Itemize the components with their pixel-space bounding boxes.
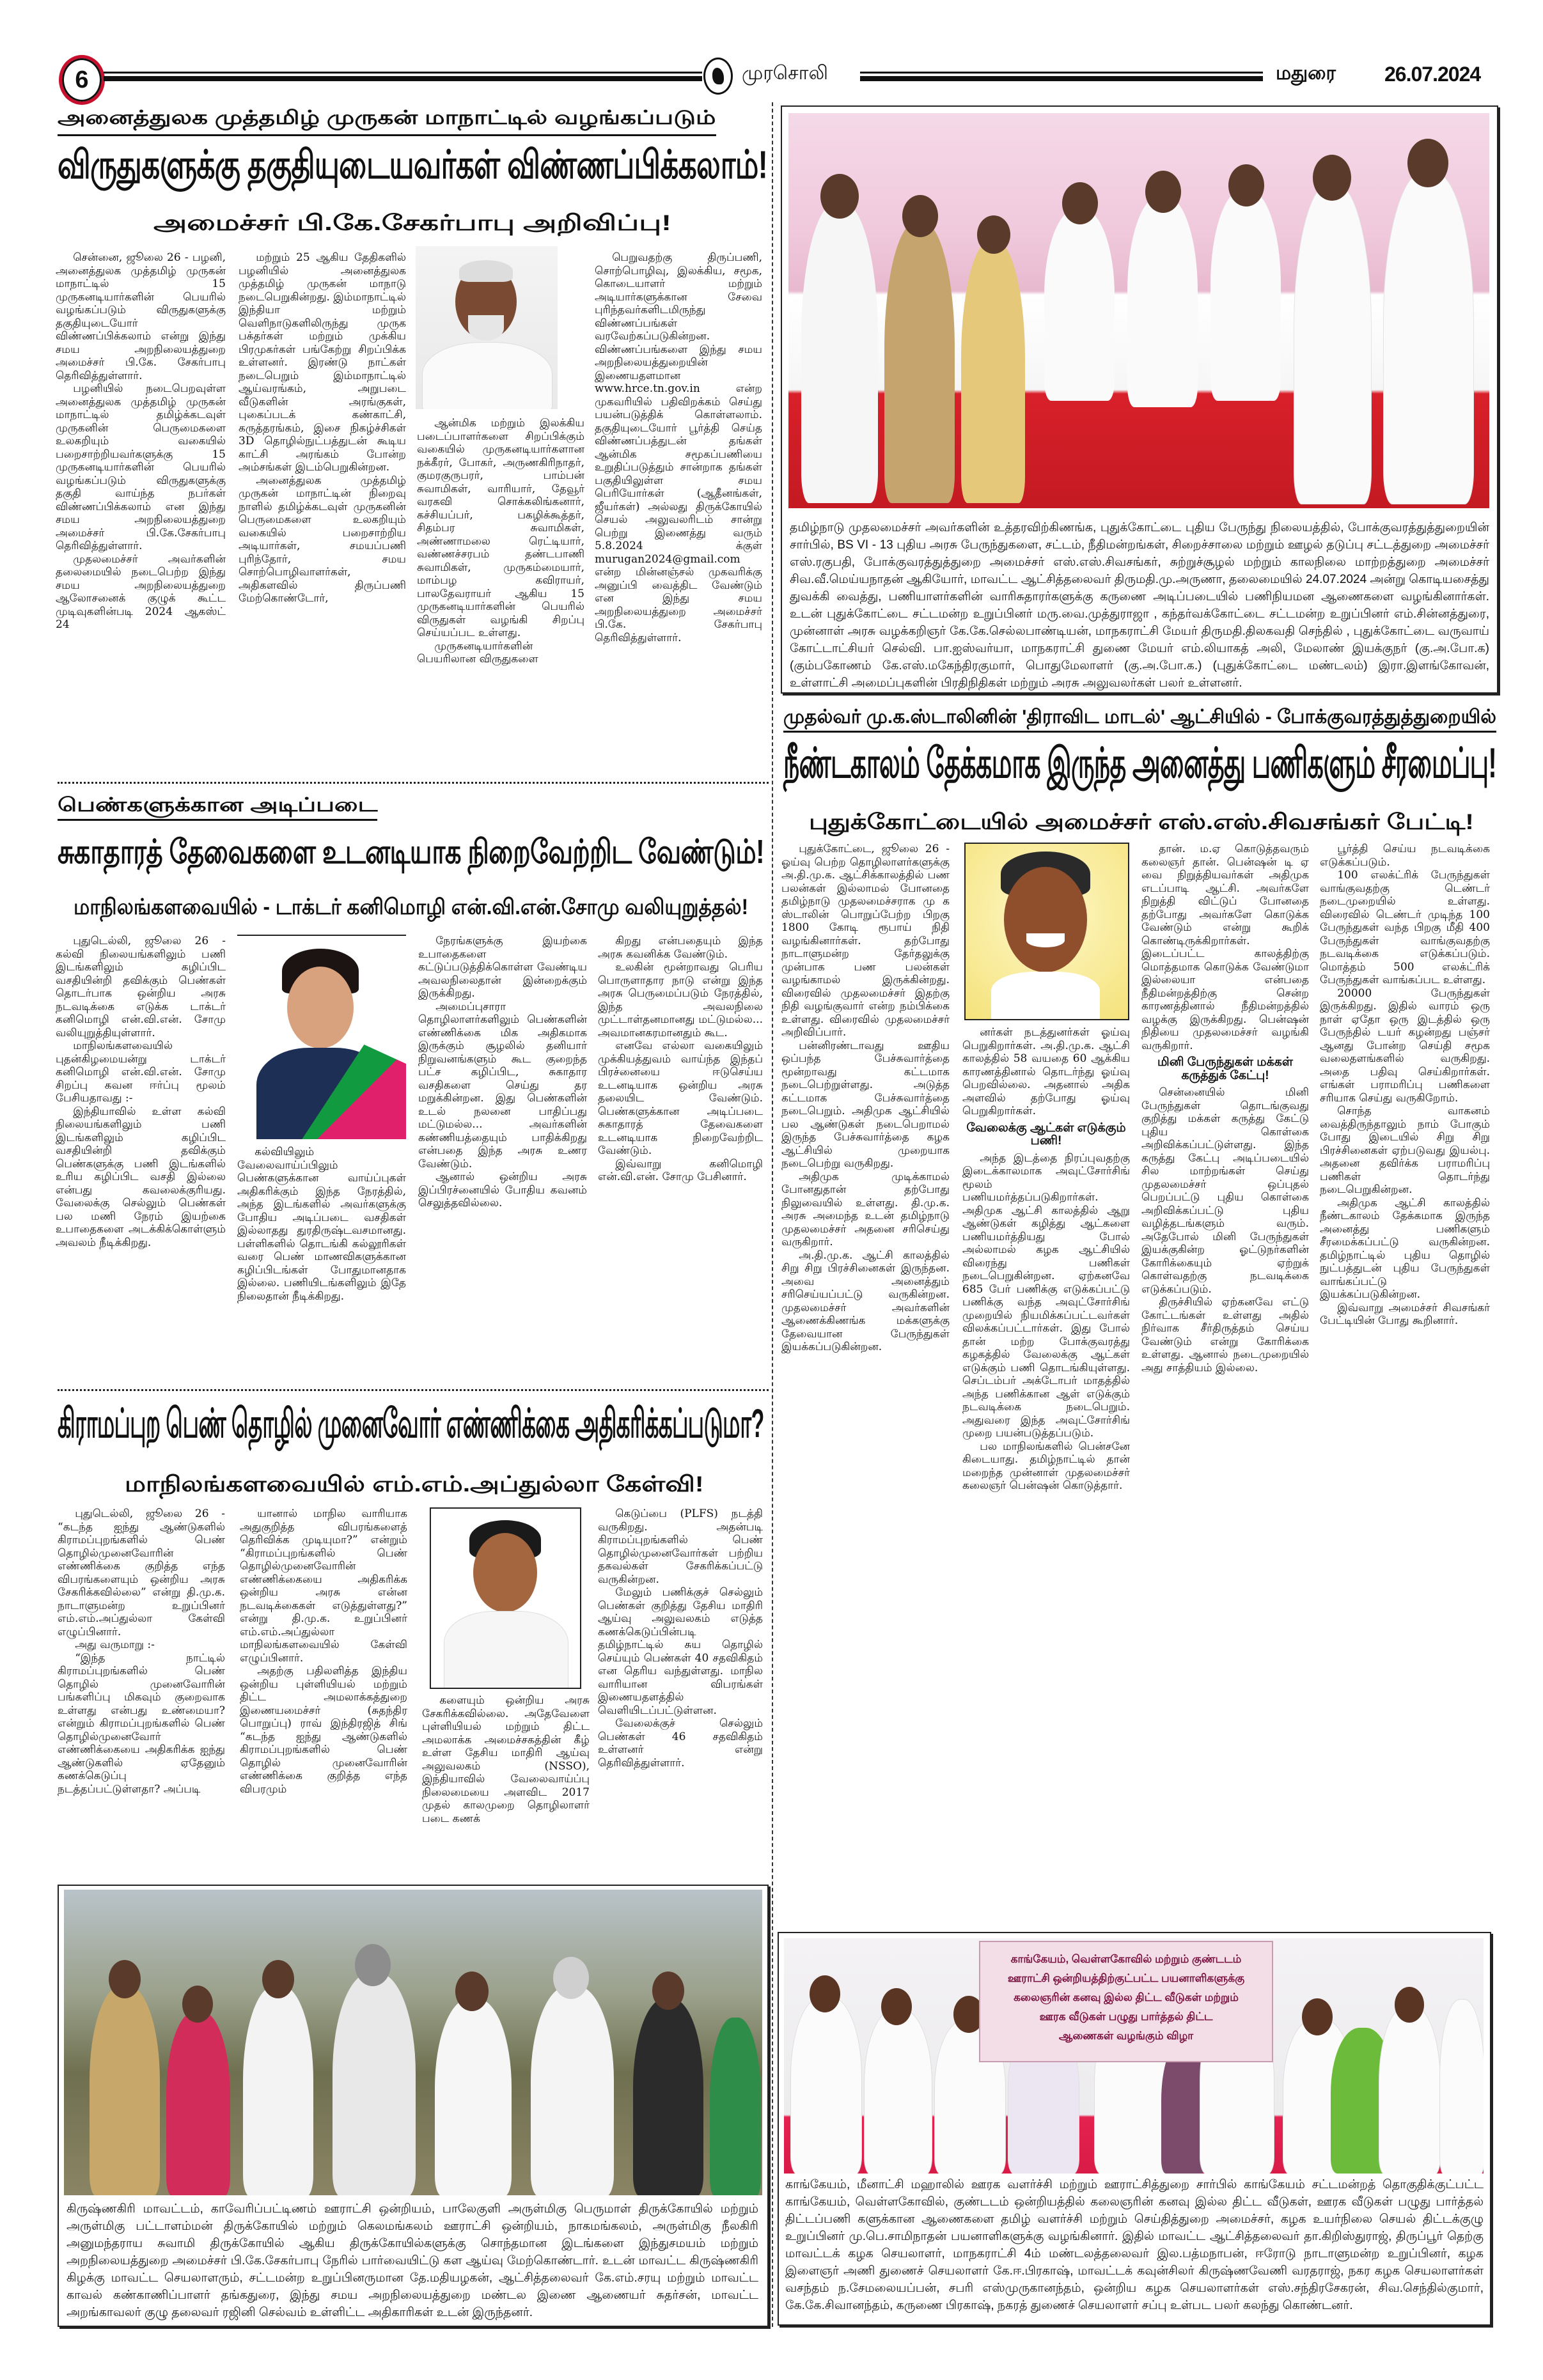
photo-box-krishnagiri-inspection: [58, 1885, 769, 2327]
subhead: [125, 1472, 704, 1500]
section-divider: [58, 1389, 769, 1391]
article-column: [598, 935, 763, 1376]
headline-text: சுகாதாரத் தேவைகளை உடனடியாக நிறைவேற்றிட வேண்டும்!: [58, 832, 764, 871]
paragraph: எனவே எல்லா வகையிலும் முக்கியத்துவம் வாய்ந்த இந்தப் பிரச்னையை ஈடுசெய்ய உடனடியாக ஒன்றிய அரசு தலையிட வேண்டும். பெண்களுக்கான அடிப்படை சுகாதாரத் தேவைகளை உடனடியாக நிறைவேற்றிட வேண்டும்.: [598, 1039, 763, 1157]
edition-name: மதுரை: [1276, 63, 1336, 84]
kicker-text: பெண்களுக்கான அடிப்படை: [58, 795, 378, 816]
article-column: [422, 1694, 590, 1872]
article-column: [598, 1507, 763, 1872]
paragraph: ஆனால் ஒன்றிய அரசு இப்பிரச்னையில் போதிய கவனம் செலுத்தவில்லை.: [418, 1171, 587, 1209]
article-column: [417, 417, 584, 763]
kicker-underline: [58, 134, 716, 136]
issue-date: 26.07.2024: [1384, 63, 1481, 86]
article-column: [239, 251, 406, 763]
paragraph: முதலமைச்சர் அவர்களின் தலைமையில் நடைபெற்ற இந்து சமய அறநிலையத்துறை ஆலோசனைக் குழுக் கூட்ட முடிவுகளின்படி 2024 ஆகஸ்ட் 24: [56, 552, 226, 631]
paper-name: முரசொலி: [742, 63, 828, 84]
paragraph: பழனியில் நடைபெறவுள்ள அனைத்துலக முத்தமிழ் முருகன் மாநாட்டில் தமிழ்க்கடவுள் முருகனின் பெருமைகளை உலகறியும் வகையில் பறைசாற்றியவர்களுக்கு 15 முருகனடியார்களின் பெயரில் வழங்கப்படும் விருதுகளுக்கு தகுதி வாய்ந்த நபர்கள் விண்ணப்பிக்கலாம் என இந்து சமய அறநிலையத்துறை அமைச்சர் பி.கே.சேகர்பாபு தெரிவித்துள்ளார்.: [56, 382, 226, 552]
subhead-text: மாநிலங்களவையில் - டாக்டர் கனிமொழி என்.வி.என்.சோமு வலியுறுத்தல்!: [74, 895, 749, 919]
banner-line: ஊரக வீடுகள் பழுது பார்த்தல் திட்ட: [1039, 2011, 1213, 2023]
paragraph: கல்வியிலும் வேலைவாய்ப்பிலும் பெண்களுக்கான வாய்ப்புகள் அதிகரிக்கும் இந்த நேரத்தில், அந்த இடங்களில் அவர்களுக்கு போதிய அடிப்படை வசதிகள் இல்லாதது துரதிருஷ்டவசமானது. பள்ளிகளில் தொடங்கி கல்லூரிகள் வரை பெண் மாணவிகளுக்கான கழிப்பிடங்கள் போதுமானதாக இல்லை. பணியிடங்களிலும் இதே நிலைதான் நீடிக்கிறது.: [237, 1146, 406, 1303]
paragraph: அந்த இடத்தை நிரப்புவதற்கு இடைக்காலமாக அவுட்சோர்சிங் மூலம் பணியமர்த்தப்படுகிறார்கள். அதிமுக ஆட்சி காலத்தில் ஆறு ஆண்டுகள் கழித்து ஆட்களை பணியமர்த்தியது போல் அல்லாமல் கழக ஆட்சியில் விரைந்து பணிகள் நடைபெறுகின்றன. ஏற்கனவே 685 பேர் பணிக்கு எடுக்கப்பட்டு பணிக்கு வந்த அவுட்சோர்சிங் முறையில் நியமிக்கப்பட்டவர்கள் விலக்கப்பட்டார்கள். இது போல் தான் மற்ற போக்குவரத்து கழகத்தில் வேலைக்கு ஆட்கள் எடுக்கும் பணி தொடங்கியுள்ளது. செப்டம்பர் அக்டோபர் மாதத்தில் அந்த பணிக்கான ஆள் எடுக்கும் நடவடிக்கை நடைபெறும். அதுவரை இந்த அவுட்சோர்சிங் முறை பயன்படுத்தப்படும்.: [962, 1151, 1130, 1440]
paragraph: பல மாநிலங்களில் பென்சனே கிடையாது. தமிழ்நாட்டில் தான் மறைந்த முன்னாள் முதலமைச்சர் கலைஞர் பென்ஷன் கொடுத்தார்.: [962, 1440, 1130, 1492]
banner-line: காங்கேயம், வெள்ளகோவில் மற்றும் குண்டடம்: [1010, 1953, 1242, 1965]
pudukkottai-bus-launch-photo: [788, 113, 1489, 508]
page-number: 6: [75, 66, 89, 93]
kicker: [58, 795, 378, 819]
murasoli-logo-icon: [703, 58, 733, 95]
article-column: [781, 843, 950, 1920]
paragraph: அதிமுக முடிக்காமல் போனதுதான் தற்போது நிலுவையில் உள்ளது. தி.மு.க. அரசு அமைந்த உடன் தமிழ்நாடு முதலமைச்சர் அதனை சரிசெய்து வருகிறார்.: [781, 1170, 950, 1248]
paragraph: இவ்வாறு அமைச்சர் சிவசங்கர் பேட்டியின் போது கூறினார்.: [1320, 1301, 1490, 1327]
minister-sivasankar-portrait: [964, 843, 1129, 1020]
article-column: [56, 251, 226, 763]
paragraph: புதுடெல்லி, ஜூலை 26 - கல்வி நிலையங்களிலும் பணி இடங்களிலும் கழிப்பிட வசதியின்றி தவிக்கும் பெண்கள் தொடர்பாக ஒன்றிய அரசு நடவடிக்கை எடுக்க டாக்டர் கனிமொழி என்.வி.என். சோமு வலியுறுத்தியுள்ளார்.: [56, 935, 226, 1039]
banner-line: ஊராட்சி ஒன்றியத்திற்குட்பட்ட பயனாளிகளுக்கு: [1007, 1972, 1245, 1984]
paragraph: திருச்சியில் ஏற்கனவே எட்டு கோட்டங்கள் உள்ளது அதில் நிர்வாக சீர்திருத்தம் செய்ய வேண்டும் என்று கோரிக்கை உள்ளது. ஆனால் நடைமுறையில் அது சாத்தியம் இல்லை.: [1141, 1296, 1309, 1374]
kicker-text: அனைத்துலக முத்தமிழ் முருகன் மாநாட்டில் வழங்கப்படும்: [58, 107, 716, 128]
banner-line: ஆணைகள் வழங்கும் விழா: [1058, 2030, 1194, 2042]
photo-caption: காங்கேயம், மீனாட்சி மஹாலில் ஊரக வளர்ச்சி மற்றும் ஊராட்சித்துறை சார்பில் காங்கேயம் சட்டமன்றத் தொகுதிக்குட்பட்ட காங்கேயம், வெள்ளகோவில், குண்டடம் ஒன்றியத்தில் கலைஞரின் கனவு இல்ல திட்ட வீடுகள், ஊரக வீடுகள் பழுது பார்த்தல் திட்டப்பணி களுக்கான ஆணைகளை தமிழ் வளர்ச்சி மற்றும் செய்தித்துறை அமைச்சர், கழக உயர்நிலை செயல் திட்டக்குழு உறுப்பினர் மு.பெ.சாமிநாதன் பயனாளிகளுக்கு வழங்கினார். இதில் மாவட்ட ஆட்சித்தலைவர் தா.கிறிஸ்துராஜ், திருப்பூர் தெற்கு மாவட்டக் கழக செயலாளர், மாநகராட்சி 4ம் மண்டலத்தலைவர் இல.பத்மநாபன், ஈரோடு நாடாளுமன்ற உறுப்பினர், கழக இளைஞர் அணி துணைச் செயலாளர் கே.ஈ.பிரகாஷ், மாவட்டக் கவுன்சிலர் கிருஷ்ணவேணி வரதராஜ், நகர கழக செயலாளர்கள் வசந்தம் ந.சேமலையப்பன், சபரி எஸ்முருகானந்தம், ஒன்றிய கழக செயலாளர்கள் எஸ்.சந்திரசேகரன், சிவ.செந்தில்குமார், கே.கே.சிவானந்தம், கருணை பிரகாஷ், நகரத் துணைச் செயலாளர் சப்பு உள்பட பலர் கலந்து கொண்டனர்.: [785, 2178, 1484, 2312]
paragraph: அமைப்புசாரா தொழிலாளர்களிலும் பெண்களின் எண்ணிக்கை மிக அதிகமாக இருக்கும் சூழலில் தனியார் நிறுவனங்களும் கூட குறைந்த பட்ச கழிப்பிட, சுகாதார வசதிகளை செய்து தர மறுக்கின்றன. இது பெண்களின் உடல் நலனை பாதிப்பது மட்டுமல்ல... அவர்களின் கண்ணியத்தையும் பாதிக்கிறது என்பதை இந்த அரசு உணர வேண்டும்.: [418, 1000, 587, 1171]
paragraph: உலகின் மூன்றாவது பெரிய பொருளாதார நாடு என்று இந்த அரசு பெருமைப்படும் நேரத்தில், இந்த அவலநிலை முட்டாள்தனமானது மட்டுமல்ல... அவமானகரமானதும் கூட.: [598, 961, 763, 1039]
paragraph: அனைத்துலக முத்தமிழ் முருகன் மாநாட்டின் நிறைவு நாளில் தமிழ்க்கடவுள் முருகனின் பெருமைகளை உலகறியும் வகையில் பறைசாற்றிய அடியார்கள், சமயப்பணி புரிந்தோர், சமய சொற்பொழிவாளர்கள், அதிகளவில் திருப்பணி மேற்கொண்டோர்,: [239, 474, 406, 605]
paragraph: சொந்த வாகனம் வைத்திருந்தாலும் நாம் போகும் போது இடையில் சிறு சிறு பிரச்சினைகள் ஏற்படுவது இயல்பு. அதனை தவிர்க்க பராமரிப்பு பணிகள் தொடர்ந்து நடைபெறுகின்றன.: [1320, 1105, 1490, 1196]
headline-text: கிராமப்புற பெண் தொழில் முனைவோர் எண்ணிக்கை அதிகரிக்கப்படுமா?: [58, 1400, 764, 1446]
photo-box-pudukkottai-buses: [781, 105, 1498, 694]
paragraph: அதிமுக ஆட்சி காலத்தில் நீண்டகாலம் தேக்கமாக இருந்த அனைத்து பணிகளும் சீரமைக்கப்பட்டு வருகின்றன. தமிழ்நாட்டில் புதிய தொழில் நுட்பத்துடன் புதிய பேருந்துகள் வாங்கப்பட்டு இயக்கப்படுகின்றன.: [1320, 1196, 1490, 1301]
paragraph: முருகனடியார்களின் பெயரிலான விருதுகளை: [417, 639, 538, 665]
paragraph: இவ்வாறு கனிமொழி என்.வி.என். சோமு பேசினார்.: [598, 1157, 763, 1183]
kicker: [783, 706, 1500, 731]
section-subheading: வேலைக்கு ஆட்கள் எடுக்கும் பணி!: [966, 1121, 1126, 1147]
paragraph: மேலும் பணிக்குச் செல்லும் பெண்கள் குறித்து தேசிய மாதிரி ஆய்வு அலுவலகம் எடுத்த கணக்கெடுப்பின்படி தமிழ்நாட்டில் சுய தொழில் செய்யும் பெண்கள் 40 சதவிகிதம் என தெரிய வந்துள்ளது. மாநில வாரியான விபரங்கள் இணையதளத்தில் வெளியிடப்பட்டுள்ளன.: [598, 1586, 763, 1717]
subhead: [74, 895, 804, 922]
banner-line: கலைஞரின் கனவு இல்ல திட்ட வீடுகள் மற்றும்: [1014, 1991, 1239, 2003]
section-subheading: மினி பேருந்துகள் மக்கள் கருத்துக் கேட்பு!: [1157, 1055, 1293, 1082]
article-column: [418, 935, 587, 1376]
paragraph: பூர்த்தி செய்ய நடவடிக்கை எடுக்கப்படும்.: [1320, 843, 1490, 869]
minister-sekarbabu-portrait: [416, 246, 558, 409]
paragraph: மாநிலங்களவையில் புதன்கிழமையன்று டாக்டர் கனிமொழி என்.வி.என். சோமு சிறப்பு கவன ஈர்ப்பு மூலம் பேசியதாவது :-: [56, 1039, 226, 1105]
headline-text: விருதுகளுக்கு தகுதியுடையவர்கள் விண்ணப்பிக்கலாம்!: [58, 142, 768, 187]
column-divider: [772, 102, 773, 2327]
paragraph: அது வருமாறு :-: [75, 1638, 155, 1651]
kicker-underline: [58, 819, 377, 821]
article-column: [58, 1507, 225, 1872]
paragraph: பெறுவதற்கு திருப்பணி, சொற்பொழிவு, இலக்கிய, சமூக, கொடையாளர் மற்றும் அடியார்களுக்கான சேவை புரிந்தவர்களிடமிருந்து விண்ணப்பங்கள் வரவேற்கப்படுகின்றன. விண்ணப்பங்களை இந்து சமய அறநிலையத்துறையின் இணையதளமான www.hrce.tn.gov.in என்ற முகவரியில் பதிவிறக்கம் செய்து பயன்படுத்திக் கொள்ளலாம். தகுதியுடையோர் பூர்த்தி செய்த விண்ணப்பத்துடன் தங்கள் ஆன்மிக சமூகப்பணியை உறுதிப்படுத்தும் சான்றாக தங்கள் பகுதியிலுள்ள சமய பெரியோர்கள் (ஆதீனங்கள், ஜீயர்கள்) அல்லது திருக்கோயில் செயல் அலுவலரிடம் சான்று பெற்று இணைத்து வரும் 5.8.2024 க்குள் murugan2024@gmail.com என்ற மின்னஞ்சல் முகவரிக்கு அனுப்பி வைத்திட வேண்டும் என இந்து சமய அறநிலையத்துறை அமைச்சர் பி.கே. சேகர்பாபு தெரிவித்துள்ளார்.: [595, 251, 762, 644]
subhead-text: புதுக்கோட்டையில் அமைச்சர் எஸ்.எஸ்.சிவசங்கர் பேட்டி!: [809, 810, 1474, 834]
paragraph: புதுக்கோட்டை, ஜூலை 26 - ஓய்வு பெற்ற தொழிலாளர்களுக்கு அ.தி.மு.க. ஆட்சிக்காலத்தில் பண பலன்கள் இல்லாமல் போனதை தமிழ்நாடு முதலமைச்சராக மு க ஸ்டாலின் பொறுப்பேற்ற பிறகு 1800 கோடி ரூபாய் நிதி வழங்கினார்கள். தற்போது நாடாளுமன்ற தேர்தலுக்கு முன்பாக பண பலன்கள் வழங்காமல் இருக்கின்றது. விரைவில் முதலமைச்சர் இதற்கு நிதி வழங்குவார் என்ற நம்பிக்கை உள்ளது. விரைவில் முதலமைச்சர் அறிவிப்பார்.: [781, 843, 950, 1039]
paragraph: 20000 பேருந்துகள் இருக்கிறது. இதில் வாரம் ஒரு நாள் ஏதோ ஒரு இடத்தில் ஒரு பேருந்தில் டயர் கழன்றது பஞ்சர் ஆனது போன்ற செய்தி சமூக வலைதளங்களில் வருகிறது. அதை பதிவு செய்கிறார்கள். எங்கள் பராமரிப்பு பணிகளை சரியாக செய்து வருகிறோம்.: [1320, 986, 1490, 1105]
subhead-text: அமைச்சர் பி.கே.சேகர்பாபு அறிவிப்பு!: [153, 211, 671, 235]
photo-box-kangeyam-housing: [778, 1932, 1491, 2326]
paragraph: அ.தி.மு.க. ஆட்சி காலத்தில் சிறு சிறு பிரச்சினைகள் இருந்தன. அவை அனைத்தும் சரிசெய்யப்பட்டு வருகின்றன. முதலமைச்சர் அவர்களின் ஆணைக்கிணங்க மக்களுக்கு தேவையான பேருந்துகள் இயக்கப்படுகின்றன.: [781, 1248, 950, 1353]
page-number-badge: [59, 55, 105, 105]
kanimozhi-nvn-somu-portrait: [237, 935, 406, 1139]
paragraph: யானால் மாநில வாரியாக அதுகுறித்த விபரங்களைத் தெரிவிக்க முடியுமா?” என்றும் “கிராமப்புறங்களில் பெண் தொழில்முனைவோரின் எண்ணிக்கையை அதிகரிக்க ஒன்றிய அரசு என்ன நடவடிக்கைகள் எடுத்துள்ளது?” என்று தி.மு.க. உறுப்பினர் எம்.எம்.அப்துல்லா மாநிலங்களவையில் கேள்வி எழுப்பினார்.: [240, 1507, 407, 1665]
mm-abdullah-portrait: [430, 1507, 581, 1689]
paragraph: வேலைக்குச் செல்லும் பெண்கள் 46 சதவிகிதம் உள்ளனர் என்று தெரிவித்துள்ளார்.: [598, 1717, 763, 1769]
article-column: [237, 1146, 406, 1376]
subhead-text: மாநிலங்களவையில் எம்.எம்.அப்துல்லா கேள்வி!: [125, 1472, 704, 1497]
masthead-rule-right: [860, 72, 1263, 74]
paragraph: கிறது என்பதையும் இந்த அரசு கவனிக்க வேண்டும்.: [598, 935, 763, 961]
subhead: [809, 810, 1474, 837]
section-divider: [58, 782, 769, 784]
event-banner: [979, 1941, 1273, 2062]
kangeyam-housing-orders-photo: [784, 1938, 1484, 2174]
paragraph: தான். ம.ஏ கொடுத்தவரும் கலைஞர் தான். பென்ஷன் டி ஏ வை நிறுத்தியவர்கள் அதிமுக எடப்பாடி ஆட்சி. அவர்களே நிறுத்தி விட்டுப் போனதை தற்போது அவர்களே கொடுக்க வேண்டும் என்று கூறிக் கொண்டிருக்கிறார்கள். இடைப்பட்ட காலத்திற்கு மொத்தமாக கொடுக்க வேண்டுமா இல்லையா என்பதை நீதிமன்றத்திற்கு சென்ற காரணத்தினால் நீதிமன்றத்தில் வழக்கு இருக்கிறது. பென்ஷன் நிதியை முதலமைச்சர் வழங்கி வருகிறார்.: [1141, 843, 1309, 1052]
paragraph: ஆன்மிக மற்றும் இலக்கிய படைப்பாளர்களை சிறப்பிக்கும் வகையில் முருகனடியார்களான நக்கீரர், போகர், அருணகிரிநாதர், குமரகுருபரர், பாம்பன் சுவாமிகள், வாரியார், தேவூர் வரகவி சொக்கலிங்கனார், கச்சியப்பர், பகழிக்கூத்தர், சிதம்பர சுவாமிகள், அண்ணாமலை ரெட்டியார், வண்ணச்சரபம் தண்டபாணி சுவாமிகள், முருகம்மையார், மாம்பழ கவிராயர், பாலதேவராயர் ஆகிய 15 முருகனடியார்களின் பெயரில் விருதுகள் வழங்கி சிறப்பு செய்யப்பட உள்ளது.: [417, 417, 584, 639]
masthead-rule-left-thick: [104, 76, 702, 81]
paragraph: நேரங்களுக்கு இயற்கை உபாதைகளை கட்டுப்படுத்திக்கொள்ள வேண்டிய அவலநிலைதான் இன்றைக்கும் இருக்கிறது.: [418, 935, 587, 1000]
headline: [783, 738, 1543, 793]
paragraph: இந்தியாவில் உள்ள கல்வி நிலையங்களிலும் பணி இடங்களிலும் கழிப்பிட வசதியின்றி தவிக்கும் பெண்களுக்கு பணி இடங்களில் உரிய கழிப்பிட வசதி இல்லை என்பது கவலைக்குரியது. வேலைக்கு செல்லும் பெண்கள் பல மணி நேரம் இயற்கை உபாதைகளை அடக்கிக்கொள்ளும் அவலம் நீடிக்கிறது.: [56, 1105, 226, 1249]
kicker-underline: [783, 731, 1496, 733]
paragraph: “இந்த நாட்டில் கிராமப்புறங்களில் பெண் தொழில் முனைவோரின் பங்களிப்பு மிகவும் குறைவாக உள்ளது என்பது உண்மையா? என்றும் கிராமப்புறங்களில் பெண் தொழில்முனைவோர் எண்ணிக்கையை அதிகரிக்க ஐந்து ஆண்டுகளில் ஏதேனும் கணக்கெடுப்பு நடத்தப்பட்டுள்ளதா? அப்படி: [58, 1651, 225, 1796]
headline-text: நீண்டகாலம் தேக்கமாக இருந்த அனைத்து பணிகளும் சீரமைப்பு!: [783, 739, 1497, 786]
kicker: [58, 107, 716, 132]
photo-caption: கிருஷ்ணகிரி மாவட்டம், காவேரிப்பட்டிணம் ஊராட்சி ஒன்றியம், பாலேகுளி அருள்மிகு பெருமாள் திருக்கோயில் மற்றும் அருள்மிகு பட்டாளம்மன் திருக்கோயில் மற்றும் கெலமங்கலம் ஊராட்சி ஒன்றியம், நாகமங்கலம், அருள்மிகு நீலகிரி அனுமந்தராய சுவாமி திருக்கோயில் ஆகிய திருக்கோயில்களுக்கு சொந்தமான இடங்களை இந்துசமயம் மற்றும் அறநிலையத்துறை அமைச்சர் பி.கே.சேகர்பாபு நேரில் பார்வையிட்டு கள ஆய்வு மேற்கொண்டார். உடன் மாவட்ட கிருஷ்ணகிரி கிழக்கு மாவட்ட செயலாளரும், சட்டமன்ற உறுப்பினருமான தே.மதியழகன், ஆட்சித்தலைவர் கே.எம்.சரயு மற்றும் மாவட்ட காவல் கண்காணிப்பாளர் தங்கதுரை, இந்து சமய அறநிலையத்துறை மண்டல இணை ஆணையர் சுதர்சன், மாவட்ட அறங்காவலர் குழு தலைவர் ரஜினி செல்வம் உள்ளிட்ட அதிகாரிகள் உடன் இருந்தனர்.: [67, 2202, 758, 2319]
paragraph: கெடுப்பை (PLFS) நடத்தி வருகிறது. அதன்படி கிராமப்புறங்களில் பெண் தொழில்முனைவோர்கள் பற்றிய தகவல்கள் சேகரிக்கப்பட்டு வருகின்றன.: [598, 1507, 763, 1586]
article-column: [56, 935, 226, 1376]
article-column: [962, 1026, 1130, 1920]
paragraph: களையும் ஒன்றிய அரசு சேகரிக்கவில்லை. அதேவேளை புள்ளியியல் மற்றும் திட்ட அமலாக்க அமைச்சகத்தின் கீழ் உள்ள தேசிய மாதிரி ஆய்வு அலுவலகம் (NSSO), இந்தியாவில் வேலைவாய்ப்பு நிலைமையை அளவிட 2017 முதல் காலமுறை தொழிலாளர் படை கணக்: [422, 1694, 590, 1825]
article-column: [1141, 843, 1309, 1920]
paragraph: 100 எலக்ட்ரிக் பேருந்துகள் வாங்குவதற்கு டெண்டர் நடைமுறையில் உள்ளது. விரைவில் டெண்டர் முடிந்த 100 பேருந்துகள் வந்த பிறகு மீதி 400 பேருந்துகள் வாங்குவதற்கு நடவடிக்கை எடுக்கப்படும். மொத்தம் 500 எலக்ட்ரிக் பேருந்துகள் வாங்கப்பட உள்ளது.: [1320, 869, 1490, 986]
article-column: [595, 251, 762, 763]
paragraph: சென்னையில் மினி பேருந்துகள் தொடங்குவது குறித்து மக்கள் கருத்து கேட்டு புதிய கொள்கை அறிவிக்கப்பட்டுள்ளது. இந்த கருத்து கேட்பு அடிப்படையில் சில மாற்றங்கள் செய்து முதலமைச்சர் ஒப்புதல் பெறப்பட்டு புதிய கொள்கை அறிவிக்கப்பட்டு புதிய வழித்தடங்களும் வரும். அதேபோல் மினி பேருந்துகள் இயக்குகின்ற ஓட்டுநர்களின் கோரிக்கையும் ஏற்றுக் கொள்வதற்கு நடவடிக்கை எடுக்கப்படும்.: [1141, 1086, 1309, 1296]
krishnagiri-inspection-photo: [64, 1890, 762, 2195]
article-column: [1320, 843, 1490, 1920]
paragraph: அதற்கு பதிலளித்த இந்திய ஒன்றிய புள்ளியியல் மற்றும் திட்ட அமலாக்கத்துறை இணையமைச்சர் (சுதந்திர பொறுப்பு) ராவ் இந்திரஜித் சிங் “கடந்த ஐந்து ஆண்டுகளில் கிராமப்புறங்களில் பெண் தொழில் முனைவோரின் எண்ணிக்கை குறித்த எந்த விபரமும்: [240, 1665, 407, 1796]
article-column: [240, 1507, 407, 1872]
paragraph: பன்னிரண்டாவது ஊதிய ஒப்பந்த பேச்சுவார்த்தை மூன்றாவது கட்டமாக நடைபெற்றுள்ளது. அடுத்த கட்டமாக பேச்சுவார்த்தை நடைபெறும். அதிமுக ஆட்சியில் பல ஆண்டுகள் நடைபெறாமல் இருந்த பேச்சுவார்த்தை கழக ஆட்சியில் முறையாக நடைபெற்று வருகிறது.: [781, 1039, 950, 1170]
kicker-text: முதல்வர் மு.க.ஸ்டாலினின் 'திராவிட மாடல்' ஆட்சியில் - போக்குவரத்துத்துறையில்: [783, 706, 1497, 727]
masthead-rule-left: [104, 72, 702, 74]
subhead: [153, 211, 671, 238]
paragraph: னர்கள் நடத்துனர்கள் ஓய்வு பெறுகிறார்கள். அ.தி.மு.க. ஆட்சி காலத்தில் 58 வயதை 60 ஆக்கிய காரணத்தினால் தொடர்ந்து ஓய்வு பெறவில்லை. அதனால் அதிக அளவில் தற்போது ஓய்வு பெறுகிறார்கள்.: [962, 1026, 1130, 1117]
paragraph: புதுடெல்லி, ஜூலை 26 - “கடந்த ஐந்து ஆண்டுகளில் கிராமப்புறங்களில் பெண் தொழில்முனைவோரின் எண்ணிக்கை குறித்த எந்த விபரங்களையும் ஒன்றிய அரசு சேகரிக்கவில்லை” என்று தி.மு.க. நாடாளுமன்ற உறுப்பினர் எம்.எம்.அப்துல்லா கேள்வி எழுப்பினார்.: [58, 1507, 225, 1638]
paragraph: சென்னை, ஜூலை 26 - பழனி, அனைத்துலக முத்தமிழ் முருகன் மாநாட்டில் 15 முருகனடியார்களின் பெயரில் வழங்கப்படும் விருதுகளுக்கு தகுதியுடையோர் விண்ணப்பிக்கலாம் என்று இந்து சமய அறநிலையத்துறை அமைச்சர் பி.கே. சேகர்பாபு தெரிவித்துள்ளார்.: [56, 251, 226, 382]
photo-caption: தமிழ்நாடு முதலமைச்சர் அவர்களின் உத்தரவிற்கிணங்க, புதுக்கோட்டை புதிய பேருந்து நிலையத்தில், போக்குவரத்துத்துறையின் சார்பில், BS VI - 13 புதிய அரசு பேருந்துகளை, சட்டம், நீதிமன்றங்கள், சிறைச்சாலை மற்றும் ஊழல் தடுப்பு சட்டத்துறை அமைச்சர் எஸ்.ரகுபதி, போக்குவரத்துத்துறை அமைச்சர் எஸ்.எஸ்.சிவசங்கர், சுற்றுச்சூழல் மற்றும் காலநிலை மாற்றத்துறை அமைச்சர் சிவ.வீ.மெய்யநாதன் ஆகியோர், மாவட்ட ஆட்சித்தலைவர் திருமதி.மு.அருணா, தலைமையில் 24.07.2024 அன்று கொடியசைத்து துவக்கி வைத்து, பணியாளர்களின் வாரிசுதாரர்களுக்கு கருணை அடிப்படையில் பணிநியமன ஆணைகளை வழங்கினார்கள். உடன் புதுக்கோட்டை சட்டமன்ற உறுப்பினர் மரு.வை.முத்துராஜா , கந்தர்வக்கோட்டை சட்டமன்ற உறுப்பினர் எம்.சின்னத்துரை, முன்னாள் அரசு வழக்கறிஞர் கே.கே.செல்லபாண்டியன், மாநகராட்சி மேயர் திருமதி.திலகவதி செந்தில் , புதுக்கோட்டை வருவாய் கோட்டாட்சியர் செல்வி. பா.ஐஸ்வர்யா, மாநகராட்சி துணை மேயர் எம்.லியாகத் அலி, மேலாண் இயக்குநர் (கு.அ.போ.க) (கும்பகோணம் கே.எஸ்.மகேந்திரகுமார், பொதுமேலாளர் (கு.அ.போ.க.) (புதுக்கோட்டை மண்டலம்) இரா.இளங்கோவன், உள்ளாட்சி அமைப்புகளின் பிரதிநிதிகள் மற்றும் அரசு அலுவலர்கள் பலர் உள்ளனர்.: [790, 521, 1489, 690]
paragraph: மற்றும் 25 ஆகிய தேதிகளில் பழனியில் அனைத்துலக முத்தமிழ் முருகன் மாநாடு நடைபெறுகின்றது. இம்மாநாட்டில் இந்தியா மற்றும் வெளிநாடுகளிலிருந்து முருக பக்தர்கள் மற்றும் முக்கிய பிரமுகர்கள் பங்கேற்று சிறப்பிக்க உள்ளனர். இரண்டு நாட்கள் நடைபெறும் இம்மாநாட்டில் ஆய்வரங்கம், அறுபடை வீடுகளின் அரங்குகள், புகைப்படக் கண்காட்சி, கருத்தரங்கம், இசை நிகழ்ச்சிகள் 3D தொழில்நுட்பத்துடன் கூடிய காட்சி அரங்கம் போன்ற அம்சங்கள் இடம்பெறுகின்றன.: [239, 251, 406, 474]
masthead-rule-right-thick: [860, 76, 1263, 81]
